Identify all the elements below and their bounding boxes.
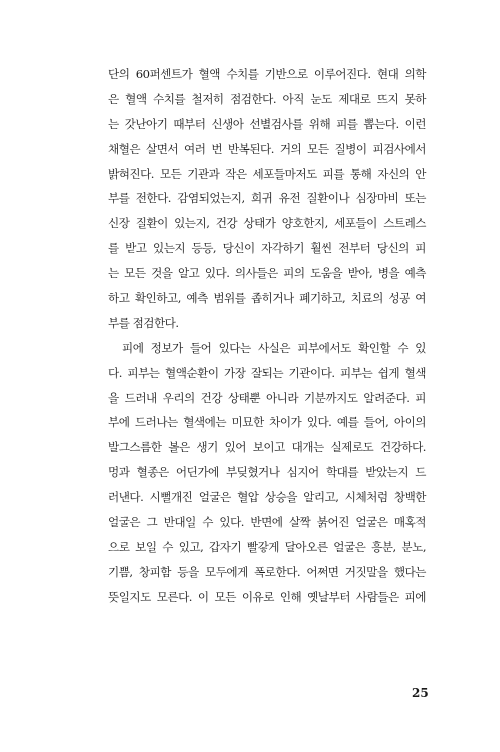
text-line: 채혈은 살면서 여러 번 반복된다. 거의 모든 질병이 피검사에서 [108, 141, 426, 156]
text-line: 멍과 혈종은 어딘가에 부딪혔거나 심지어 학대를 받았는지 드 [108, 465, 426, 480]
text-line: 기쁨, 창피함 등을 모두에게 폭로한다. 어쩌면 거짓말을 했다는 [108, 564, 426, 579]
text-line: 뜻일지도 모른다. 이 모든 이유로 인해 옛날부터 사람들은 피에 [108, 589, 426, 604]
text-line: 부에 드러나는 혈색에는 미묘한 차이가 있다. 예를 들어, 아이의 [108, 415, 426, 430]
text-line: 하고 확인하고, 예측 범위를 좁히거나 폐기하고, 치료의 성공 여 [108, 291, 426, 306]
text-line-paragraph-end: 부를 점검한다. [108, 315, 179, 330]
text-line: 발그스름한 볼은 생기 있어 보이고 대개는 실제로도 건강하다. [108, 440, 426, 455]
text-line: 단의 60퍼센트가 혈액 수치를 기반으로 이루어진다. 현대 의학 [108, 67, 426, 81]
text-line: 는 갓난아기 때부터 신생아 선별검사를 위해 피를 뽑는다. 이런 [108, 116, 426, 131]
text-line: 를 받고 있는지 등등, 당신이 자각하기 훨씬 전부터 당신의 피 [108, 241, 426, 256]
text-line: 러낸다. 시뻘개진 얼굴은 혈압 상승을 알리고, 시체처럼 창백한 [108, 490, 426, 505]
text-line: 신장 질환이 있는지, 건강 상태가 양호한지, 세포들이 스트레스 [108, 216, 426, 231]
text-line: 얼굴은 그 반대일 수 있다. 반면에 살짝 붉어진 얼굴은 매혹적 [108, 515, 426, 530]
text-line: 으로 보일 수 있고, 갑자기 빨갛게 달아오른 얼굴은 흥분, 분노, [108, 539, 426, 554]
text-line: 다. 피부는 혈액순환이 가장 잘되는 기관이다. 피부는 쉽게 혈색 [108, 365, 426, 380]
text-line: 은 혈액 수치를 철저히 점검한다. 아직 눈도 제대로 뜨지 못하 [108, 91, 426, 106]
text-line: 부를 전한다. 감염되었는지, 희귀 유전 질환이나 심장마비 또는 [108, 191, 426, 206]
text-line: 는 모든 것을 알고 있다. 의사들은 피의 도움을 받아, 병을 예측 [108, 266, 426, 281]
text-line: 밝혀진다. 모든 기관과 작은 세포들마저도 피를 통해 자신의 안 [108, 166, 426, 181]
page-number: 25 [412, 686, 429, 700]
body-text [108, 62, 426, 610]
text-line: 을 드러내 우리의 건강 상태뿐 아니라 기분까지도 알려준다. 피 [108, 390, 426, 405]
text-line-paragraph-start: 피에 정보가 들어 있다는 사실은 피부에서도 확인할 수 있 [122, 340, 426, 355]
